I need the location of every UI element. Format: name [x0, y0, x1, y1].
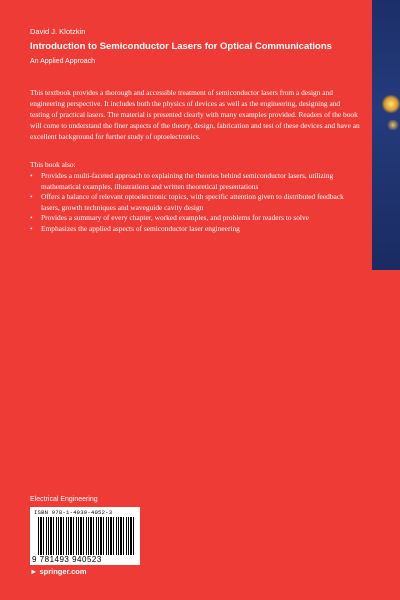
author-name: David J. Klotzkin	[30, 27, 86, 36]
cover-image-strip	[372, 0, 400, 270]
bullet-icon: •	[30, 223, 33, 233]
list-item-text: Emphasizes the applied aspects of semiconductor laser engineering	[41, 223, 240, 233]
bullet-icon: •	[30, 171, 33, 180]
also-heading: This book also:	[30, 160, 76, 169]
isbn-barcode	[30, 507, 140, 565]
list-item-text: Provides a summary of every chapter, worked examples, and problems for readers to solve	[41, 213, 309, 222]
subject-category: Electrical Engineering	[30, 496, 98, 503]
list-item	[30, 192, 360, 213]
list-item	[30, 224, 360, 235]
light-glint-small	[386, 120, 400, 130]
description-paragraph: This textbook provides a thorough and accessible treatment of semiconductor lasers from a design and engineering perspective. It includes both the physics of devices as well as the engineering, designing and testing of practical lasers. The material is presented clearly with many examples provided. Readers of the book will come to understand the finer aspects of the theory, design, fabrication and test of these devices and have an excellent background for further study of optoelectronics.	[30, 88, 360, 141]
list-item-text: Offers a balance of relevant optoelectronic topics, with specific attention given to distributed feedback lasers, growth techniques and waveguide cavity design	[41, 192, 344, 212]
book-subtitle: An Applied Approach	[30, 58, 95, 65]
publisher-link[interactable]	[30, 567, 87, 576]
barcode-digits: 9 781493 940523	[32, 555, 102, 564]
isbn-label: ISBN 978-1-4939-4052-3	[34, 509, 113, 516]
light-glint	[382, 95, 400, 113]
publisher-url: springer.com	[39, 567, 87, 576]
list-item	[30, 213, 360, 224]
bullet-icon: •	[30, 213, 33, 222]
list-item	[30, 171, 360, 192]
bullet-icon: •	[30, 192, 33, 201]
list-item-text: Provides a multi-faceted approach to explaining the theories behind semiconductor lasers, utilizing mathematical examples, illustrations and written theoretical presentations	[41, 171, 334, 191]
arrow-icon: ►	[30, 567, 38, 576]
book-title: Introduction to Semiconductor Lasers for Optical Communications	[30, 41, 332, 52]
feature-list	[30, 171, 360, 234]
barcode-bars	[38, 517, 134, 555]
